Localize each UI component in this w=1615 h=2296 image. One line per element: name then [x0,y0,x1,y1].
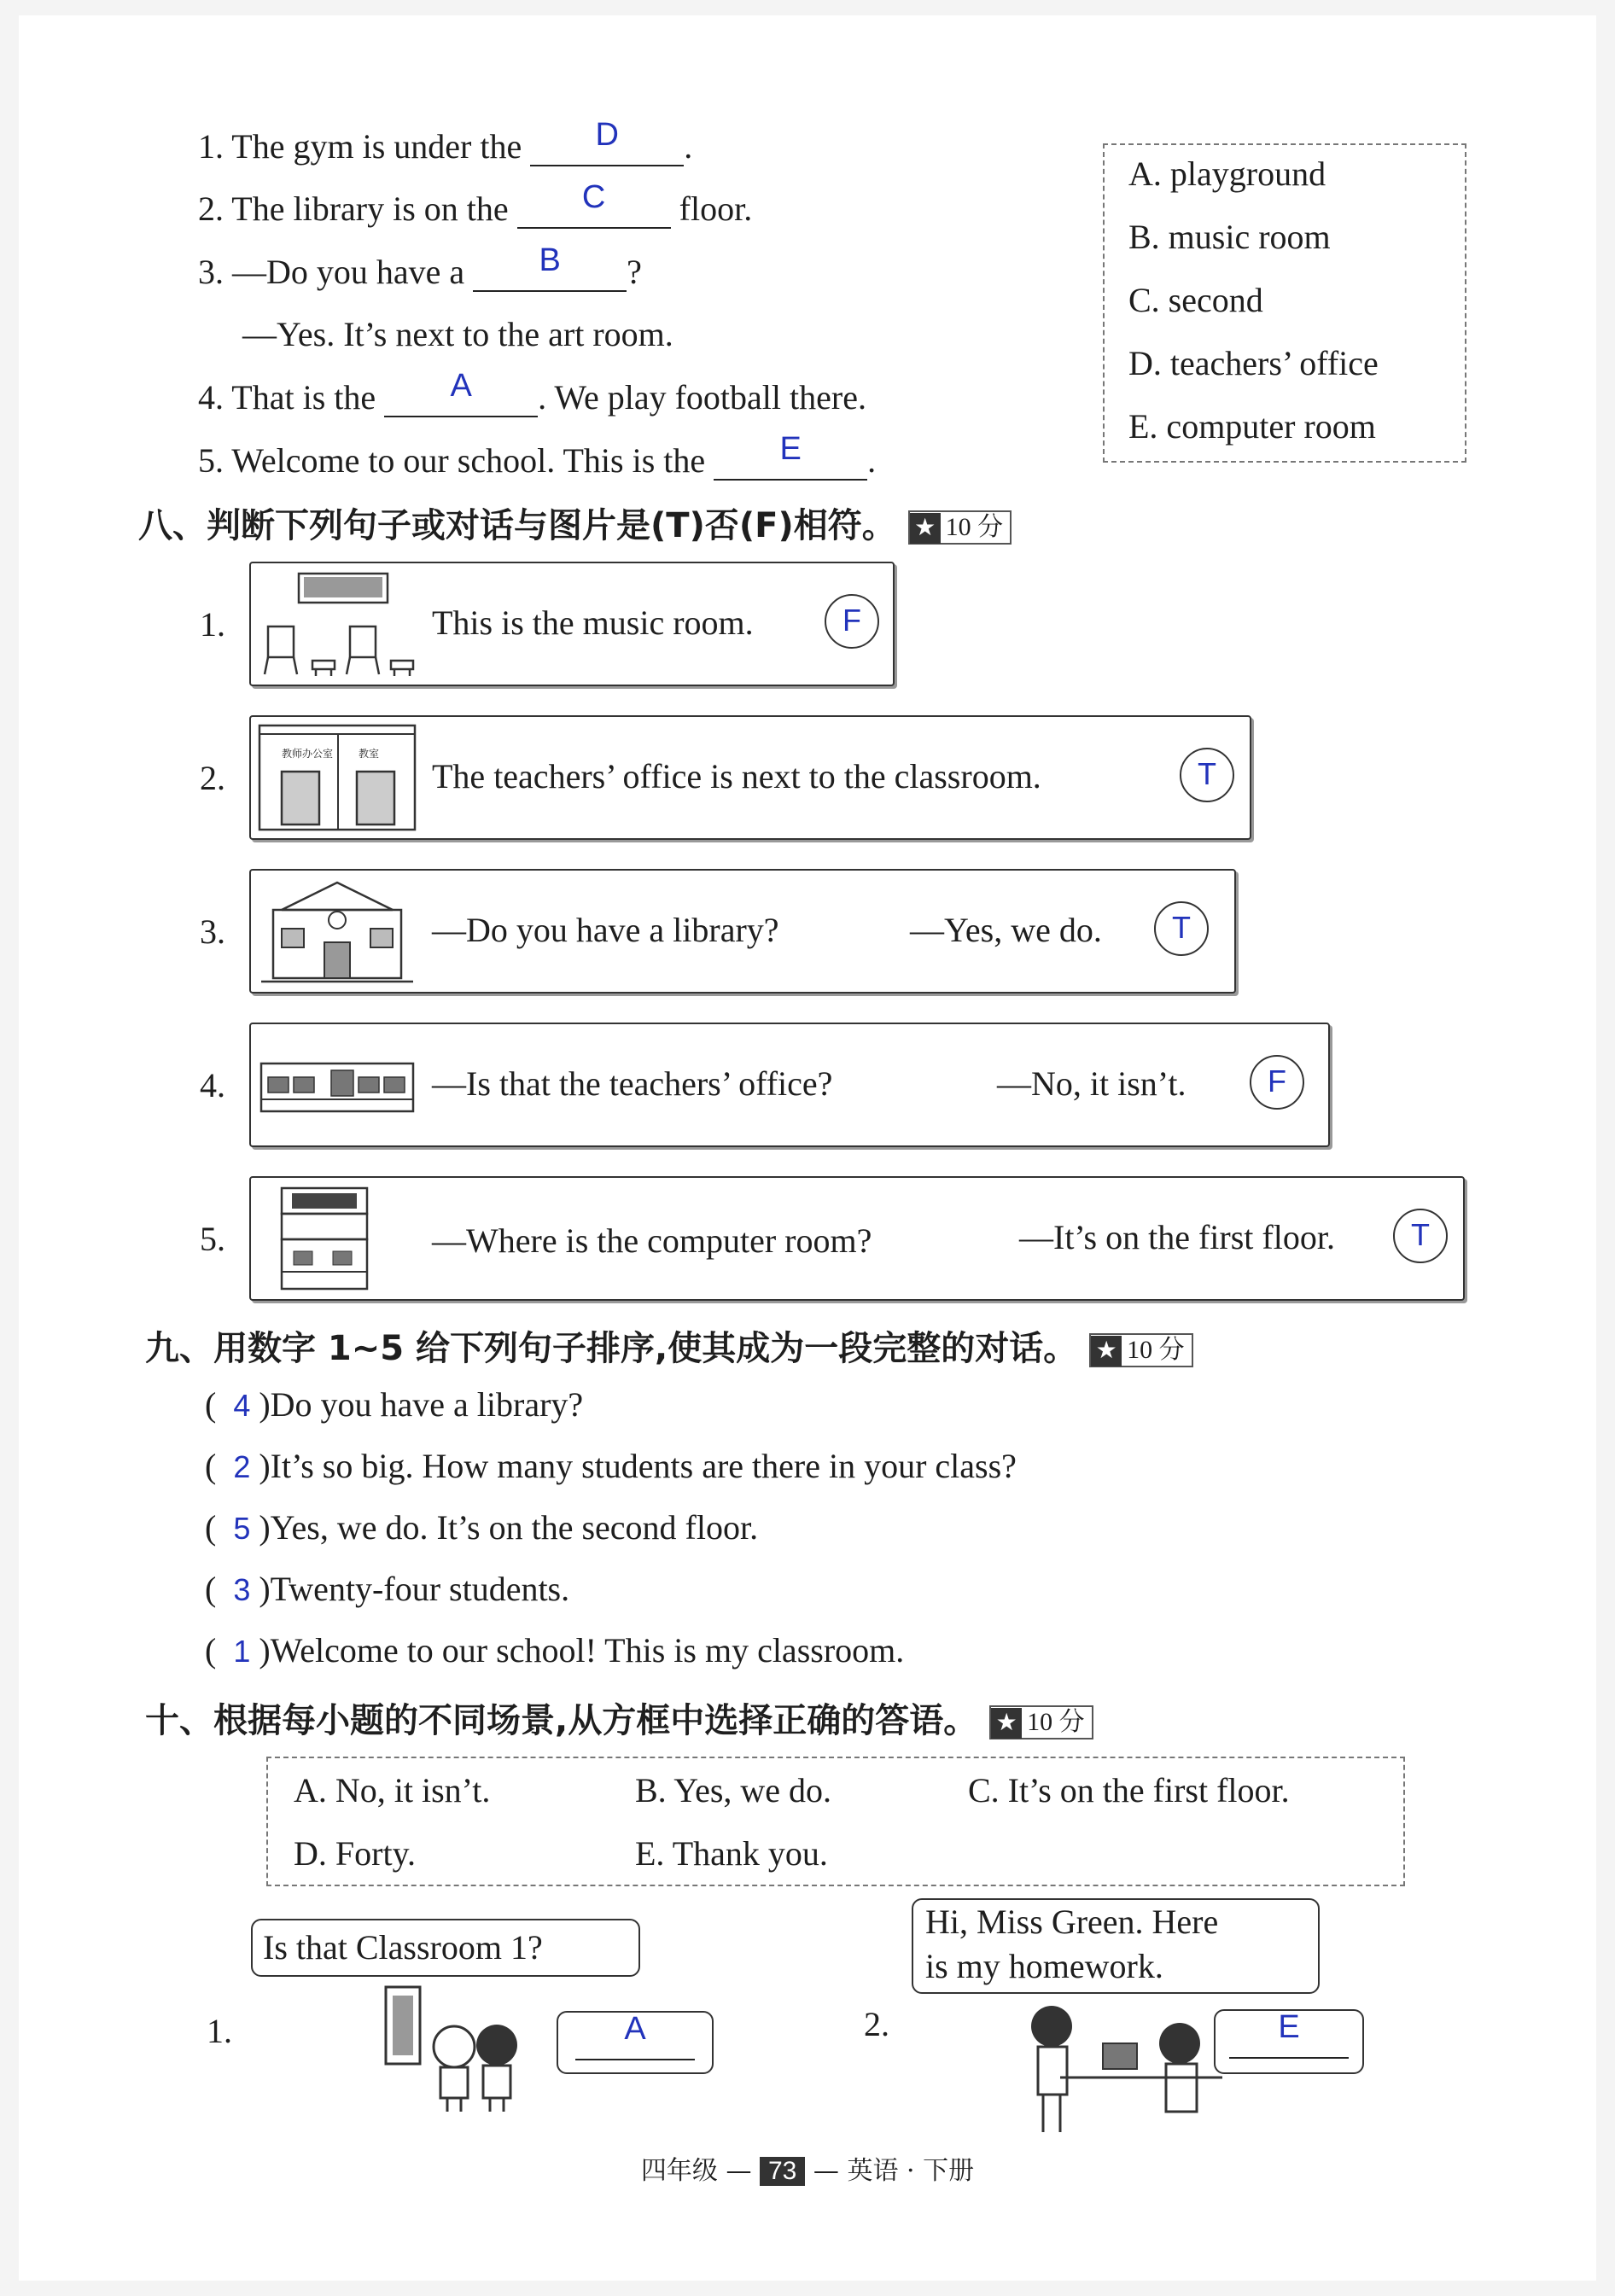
answer-options-box [266,1757,1405,1886]
answer-bubble [557,2011,714,2074]
order-item: ( 5 )Yes, we do. It’s on the second floor. [205,1508,759,1547]
picture-item-2 [249,715,1251,840]
bubble-line: is my homework. [925,1947,1163,1985]
computer-room-picture [256,1029,418,1140]
blank-item-3-reply: —Yes. It’s next to the art room. [242,315,673,353]
option-b: B. music room [1128,218,1331,256]
blank-item-4: 4. That is the A . We play football there. [198,368,866,417]
kids-at-door-illustration [369,1978,539,2115]
answer-text: —Yes, we do. [910,911,1102,949]
item-number: 4. [200,1066,225,1104]
order-answer[interactable]: 5 [233,1511,251,1546]
item-number: 5. [200,1220,225,1258]
picture-item-5 [249,1176,1465,1301]
answer-blank[interactable]: E [1229,2019,1349,2059]
two-floor-building-picture [256,1183,418,1294]
item-number: 2. [200,759,225,797]
page-number: 73 [760,2157,805,2186]
question-text: —Do you have a library? [432,911,779,949]
picture-label-office: 教师办公室 [282,748,334,760]
answer-blank[interactable]: D [530,127,684,166]
question-text: —Where is the computer room? [432,1221,872,1260]
item-number: 3. [200,912,225,951]
section-10-title: 十、根据每小题的不同场景,从方框中选择正确的答语。 ★ 10 分 [145,1693,1093,1742]
blank-item-3: 3. —Do you have a B ? [198,242,642,291]
page-footer: 四年级 — 73 — 英语 · 下册 [640,2156,975,2186]
blank-item-1: 1. The gym is under the D . [198,117,693,166]
option-e: E. Thank you. [635,1834,828,1873]
answer-circle[interactable]: T [1154,901,1209,956]
item-number: 1. [200,605,225,644]
answer-text: —It’s on the first floor. [1019,1218,1335,1256]
order-item: ( 4 )Do you have a library? [205,1385,584,1424]
order-item: ( 1 )Welcome to our school! This is my classroom. [205,1631,905,1670]
option-d: D. Forty. [294,1834,416,1873]
question-text: —Is that the teachers’ office? [432,1064,833,1103]
option-c: C. It’s on the first floor. [968,1771,1290,1809]
answer-circle[interactable]: T [1393,1209,1448,1263]
answer-blank[interactable]: C [517,189,671,229]
statement-text: This is the music room. [432,603,754,642]
answer-circle[interactable]: T [1180,748,1234,802]
order-answer[interactable]: 1 [233,1634,251,1669]
option-e: E. computer room [1128,407,1376,446]
section-9-title: 九、用数字 1~5 给下列句子排序,使其成为一段完整的对话。 ★ 10 分 [145,1321,1193,1370]
order-answer[interactable]: 2 [233,1449,251,1484]
blank-item-2: 2. The library is on the C floor. [198,179,753,228]
score-badge: ★ 10 分 [1089,1333,1193,1367]
option-b: B. Yes, we do. [635,1771,832,1809]
answer-blank[interactable]: A [575,2021,695,2060]
score-badge: ★ 10 分 [989,1705,1093,1739]
answer-blank[interactable]: A [384,378,538,417]
music-room-picture [256,568,418,679]
score-badge: ★ 10 分 [908,510,1012,545]
order-answer[interactable]: 3 [233,1572,251,1607]
option-a: A. playground [1128,154,1326,193]
option-d: D. teachers’ office [1128,344,1379,382]
item-number: 1. [207,2012,232,2050]
options-box [1103,143,1466,463]
answer-text: —No, it isn’t. [997,1064,1186,1103]
order-answer[interactable]: 4 [233,1388,251,1423]
answer-circle[interactable]: F [1250,1055,1304,1110]
picture-item-3 [249,869,1236,994]
office-classroom-picture [256,722,418,833]
order-item: ( 2 )It’s so big. How many students are there in your class? [205,1447,1017,1485]
answer-blank[interactable]: B [473,253,627,292]
bubble-line: Hi, Miss Green. Here [925,1903,1219,1941]
order-item: ( 3 )Twenty-four students. [205,1570,570,1608]
speech-bubble [912,1898,1320,1994]
student-and-teacher-illustration [1009,1992,1231,2137]
picture-label-classroom: 教室 [359,748,380,760]
picture-item-1 [249,562,895,686]
speech-bubble: Is that Classroom 1? [251,1919,640,1977]
star-icon: ★ [991,1708,1022,1739]
answer-circle[interactable]: F [825,594,879,649]
answer-blank[interactable]: E [714,441,867,481]
item-number: 2. [864,2005,889,2043]
option-a: A. No, it isn’t. [294,1771,491,1809]
section-8-title: 八、判断下列句子或对话与图片是(T)否(F)相符。 ★ 10 分 [138,498,1012,547]
option-c: C. second [1128,281,1263,319]
star-icon: ★ [1091,1336,1122,1367]
picture-item-4 [249,1023,1330,1147]
star-icon: ★ [910,513,941,544]
blank-item-5: 5. Welcome to our school. This is the E . [198,431,877,480]
answer-bubble [1214,2009,1364,2074]
worksheet-page [19,15,1596,2281]
school-building-picture [256,876,418,987]
statement-text: The teachers’ office is next to the classroom. [432,757,1041,795]
